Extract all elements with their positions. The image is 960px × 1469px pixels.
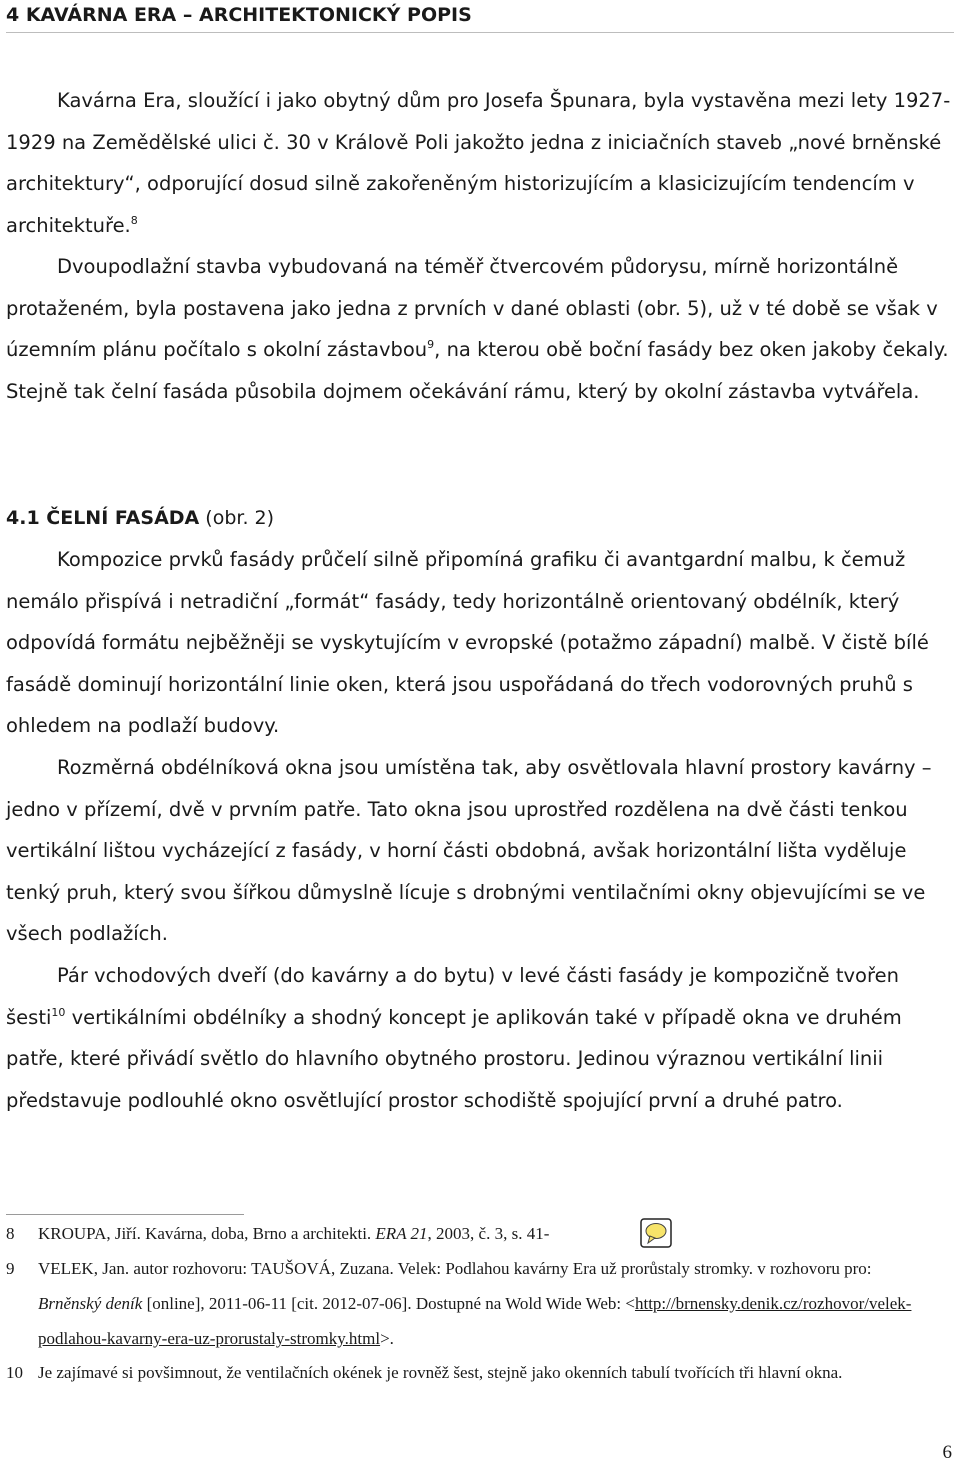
section-paragraph-2-text: Rozměrná obdélníková okna jsou umístěna tak, aby osvětlovala hlavní prostory kavárny – jedno v přízemí, dvě v prvním patře. Tato okna jsou uprostřed rozdělena na dvě části tenkou vertikální lištou vycházející z fasády, v horní části obdobná, avšak horizontální lišta vyděluje tenký pruh, který svou šířkou důmyslně lícuje s drobnými ventilačními okny objevujícími se ve všech podlažích. — [6, 756, 932, 945]
section-paragraph-3 — [6, 955, 956, 1121]
section-heading-ref: (obr. 2) — [199, 507, 275, 529]
footnote-text: VELEK, Jan. autor rozhovoru: TAUŠOVÁ, Zuzana. Velek: Podlahou kavárny Era už prorůstaly stromky. v rozhovoru pro: Brněnský deník [online], 2011-06-11 [cit. 2012-07-06]. Dostupné na Wold Wide Web: <http://brnensky.denik.cz/rozhovor/velek-podlahou-kavarny-era-uz-prorustaly-stromky.html>. — [38, 1259, 912, 1348]
intro-paragraph-2 — [6, 246, 956, 412]
intro-paragraph-1 — [6, 80, 956, 246]
footnote-10 — [6, 1355, 946, 1425]
section-paragraph-1-text: Kompozice prvků fasády průčelí silně připomíná grafiku či avantgardní malbu, k čemuž nemálo přispívá i netradiční „formát“ fasády, tedy horizontálně orientovaný obdélník, který odpovídá formátu nejběžněji se vyskytujícím v evropské (potažmo západní) malbě. V čistě bílé fasádě dominují horizontální linie oken, která jsou uspořádaná do třech vodorovných pruhů s ohledem na podlaží budovy. — [6, 548, 929, 737]
comment-icon[interactable] — [640, 1218, 672, 1248]
footnote-separator — [6, 1214, 244, 1215]
footnote-ref-9[interactable]: 9 — [427, 338, 435, 351]
intro-paragraph-2-text-b: , na kterou obě boční fasády bez oken jakoby čekaly. Stejně tak čelní fasáda působila dojmem očekávání rámu, který by okolní zástavba vytvářela. — [6, 338, 949, 403]
section-paragraph-1 — [6, 539, 956, 747]
footnote-ref-10[interactable]: 10 — [51, 1005, 66, 1019]
section-paragraph-3-text-b: vertikálními obdélníky a shodný koncept je aplikován také v případě okna ve druhém patře, které přivádí světlo do hlavního obytného prostoru. Jedinou výraznou vertikální linii představuje podlouhlé okno osvětlující prostor schodiště spojující první a druhé patro. — [6, 1005, 902, 1112]
intro-paragraph-1-text: Kavárna Era, sloužící i jako obytný dům pro Josefa Špunara, byla vystavěna mezi lety 1927-1929 na Zemědělské ulici č. 30 v Králově Poli jakožto jedna z iniciačních staveb „nové brněnské architektury“, odporující dosud silně zakořeněným historizujícím a klasicizujícím tendencím v architektuře. — [6, 89, 951, 237]
section-paragraph-2 — [6, 747, 956, 955]
footnote-8 — [6, 1216, 946, 1251]
chapter-title: 4 KAVÁRNA ERA – ARCHITEKTONICKÝ POPIS — [6, 2, 954, 33]
footnote-ref-8[interactable]: 8 — [130, 213, 138, 227]
footnote-text: Je zajímavé si povšimnout, že ventilačních okének je rovněž šest, stejně jako okenních tabulí tvořících tři hlavní okna. — [38, 1363, 843, 1382]
intro-paragraph-2-text-a: Dvoupodlažní stavba vybudovaná na téměř čtvercovém půdorysu, mírně horizontálně protaženém, byla postavena jako jedna z prvních v dané oblasti (obr. 5), už v té době se však v územním plánu počítalo s okolní zástavbou — [6, 255, 938, 361]
footnote-link[interactable]: http://brnensky.denik.cz/rozhovor/velek-podlahou-kavarny-era-uz-prorustaly-stromky.html — [38, 1294, 912, 1348]
section-paragraph-3-text-a: Pár vchodových dveří (do kavárny a do bytu) v levé části fasády je kompozičně tvořen šesti — [6, 964, 899, 1029]
footnote-number: 8 — [6, 1224, 15, 1243]
footnote-number: 10 — [6, 1363, 23, 1382]
section-heading-title: 4.1 ČELNÍ FASÁDA — [6, 507, 200, 529]
footnote-9 — [6, 1251, 946, 1357]
footnote-text: KROUPA, Jiří. Kavárna, doba, Brno a architekti. ERA 21, 2003, č. 3, s. 41- — [38, 1224, 550, 1243]
footnote-number: 9 — [6, 1259, 15, 1278]
section-heading — [6, 502, 274, 534]
page-number: 6 — [942, 1442, 952, 1463]
